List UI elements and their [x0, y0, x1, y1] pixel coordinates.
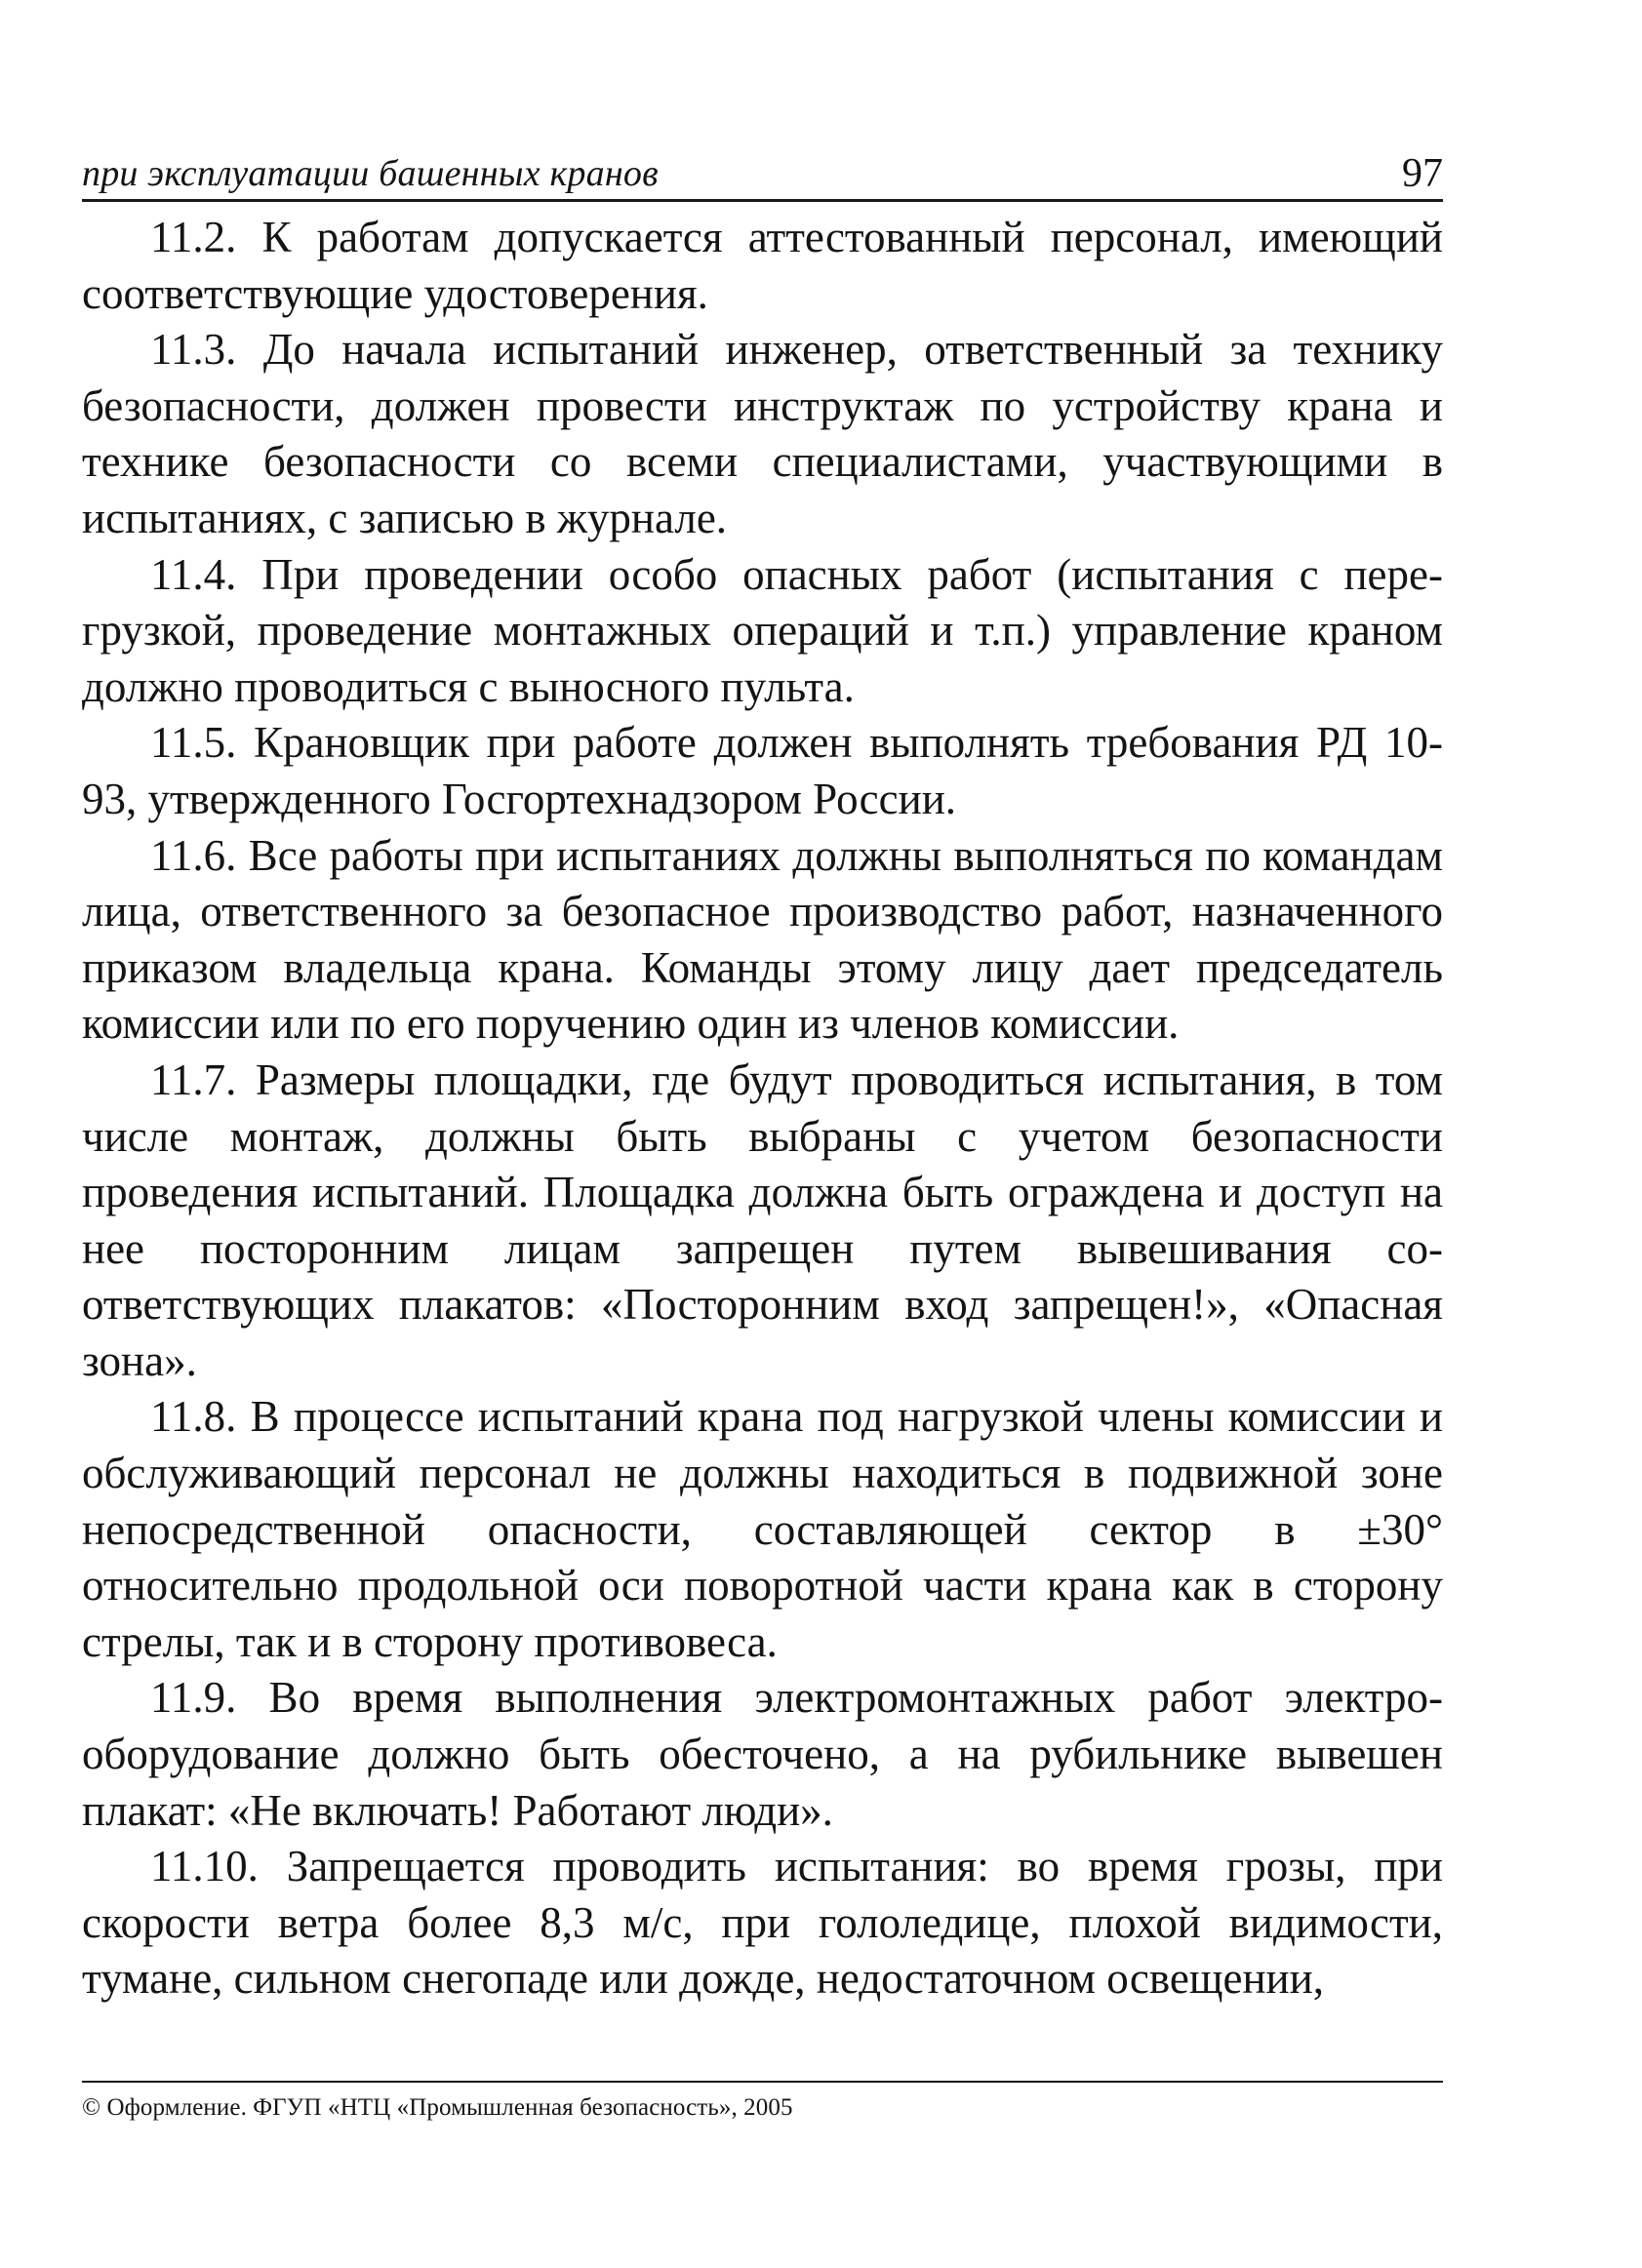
- paragraph-11-2: 11.2. К работам допускается аттестованный персонал, имеющий соответствующие удостоверения.: [82, 213, 1443, 318]
- running-title: при эксплуатации башенных кранов: [82, 153, 659, 194]
- paragraph-11-5: 11.5. Крановщик при работе должен выполнять требования РД 10-93, утвержденного Госгортехнадзором России.: [82, 718, 1443, 823]
- paragraph-11-3: 11.3. До начала испытаний инженер, ответственный за технику безопасности, должен провести инструктаж по устройству крана и технике безопасности со всеми специалистами, участвующими в испытаниях, с записью в журнале.: [82, 325, 1443, 542]
- paragraph-11-9: 11.9. Во время выполнения электромонтажных работ электрооборудование должно быть обесточено, а на рубильнике вывешен плакат: «Не включать! Работают люди».: [82, 1673, 1443, 1835]
- footer-divider: [82, 2081, 1443, 2083]
- page-number: 97: [1402, 151, 1443, 196]
- body-text: [82, 210, 1443, 2008]
- paragraph-11-4: 11.4. При проведении особо опасных работ (испытания с перегрузкой, проведение монтажных операций и т.п.) управление краном должно проводиться с выносного пульта.: [82, 549, 1443, 711]
- running-header: [82, 137, 1443, 202]
- paragraph-11-8: 11.8. В процессе испытаний крана под нагрузкой члены комиссии и обслуживающий персонал не должны находиться в подвижной зоне непосредственной опасности, составляющей сектор в ±30° относительно продольной оси поворотной части крана как в сторону стрелы, так и в сторону противовеса.: [82, 1392, 1443, 1666]
- paragraph-11-7: 11.7. Размеры площадки, где будут проводиться испытания, в том числе монтаж, должны быть выбраны с учетом безопасности проведения испытаний. Площадка должна быть ограждена и доступ на нее посторонним лицам запрещен путем вывешивания соответствующих плакатов: «Посторонним вход запрещен!», «Опасная зона».: [82, 1054, 1443, 1385]
- paragraph-11-6: 11.6. Все работы при испытаниях должны выполняться по командам лица, ответственного за безопасное производство работ, назначенного приказом владельца крана. Команды этому лицу дает председатель комиссии или по его поручению один из членов комиссии.: [82, 830, 1443, 1049]
- copyright-footer: © Оформление. ФГУП «НТЦ «Промышленная безопасность», 2005: [82, 2094, 793, 2121]
- paragraph-11-10: 11.10. Запрещается проводить испытания: во время грозы, при скорости ветра более 8,3 м/с, при гололедице, плохой видимости, тумане, сильном снегопаде или дожде, недостаточном освещении,: [82, 1842, 1443, 2004]
